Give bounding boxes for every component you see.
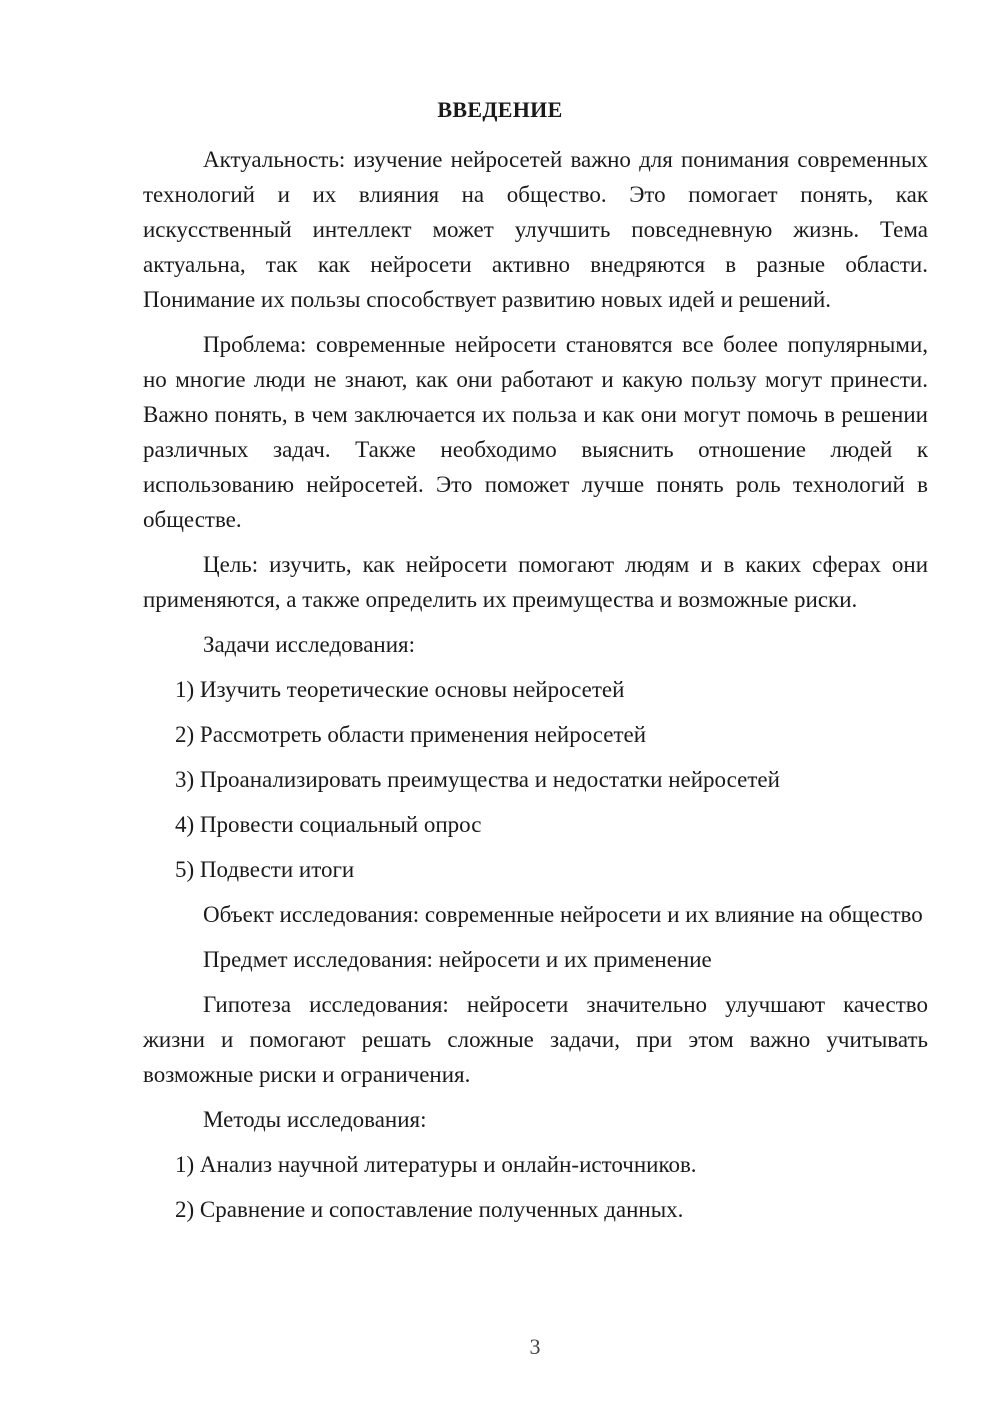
section-heading: ВВЕДЕНИЕ	[437, 97, 563, 122]
tasks-title: Задачи исследования:	[203, 632, 416, 657]
task-item-2: 2) Рассмотреть области применения нейросетей	[175, 722, 647, 747]
goal-paragraph: Цель: изучить, как нейросети помогают людям и в каких сферах они применяются, а также определить их преимущества и возможные риски.	[143, 552, 928, 612]
hypothesis-paragraph: Гипотеза исследования: нейросети значительно улучшают качество жизни и помогают решать сложные задачи, при этом важно учитывать возможные риски и ограничения.	[143, 992, 928, 1087]
method-item-1: 1) Анализ научной литературы и онлайн-источников.	[175, 1152, 697, 1177]
task-item-1: 1) Изучить теоретические основы нейросетей	[175, 677, 625, 702]
task-item-5: 5) Подвести итоги	[175, 857, 355, 882]
method-item-2: 2) Сравнение и сопоставление полученных данных.	[175, 1197, 684, 1222]
task-item-4: 4) Провести социальный опрос	[175, 812, 482, 837]
object-paragraph: Объект исследования: современные нейросети и их влияние на общество	[203, 902, 923, 927]
methods-title: Методы исследования:	[203, 1107, 427, 1132]
document-body	[143, 142, 928, 1227]
problem-paragraph: Проблема: современные нейросети становятся все более популярными, но многие люди не знают, как они работают и какую пользу могут принести. Важно понять, в чем заключается их польза и как они могут помочь в решении различных задач. Также необходимо выяснить отношение людей к использованию нейросетей. Это поможет лучше понять роль технологий в обществе.	[143, 332, 928, 532]
page-number: 3	[529, 1334, 541, 1359]
task-item-3: 3) Проанализировать преимущества и недостатки нейросетей	[175, 767, 780, 792]
relevance-paragraph: Актуальность: изучение нейросетей важно для понимания современных технологий и их влияния на общество. Это помогает понять, как искусственный интеллект может улучшить повседневную жизнь. Тема актуальна, так как нейросети активно внедряются в разные области. Понимание их пользы способствует развитию новых идей и решений.	[143, 147, 928, 312]
subject-line: Предмет исследования: нейросети и их применение	[203, 947, 712, 972]
